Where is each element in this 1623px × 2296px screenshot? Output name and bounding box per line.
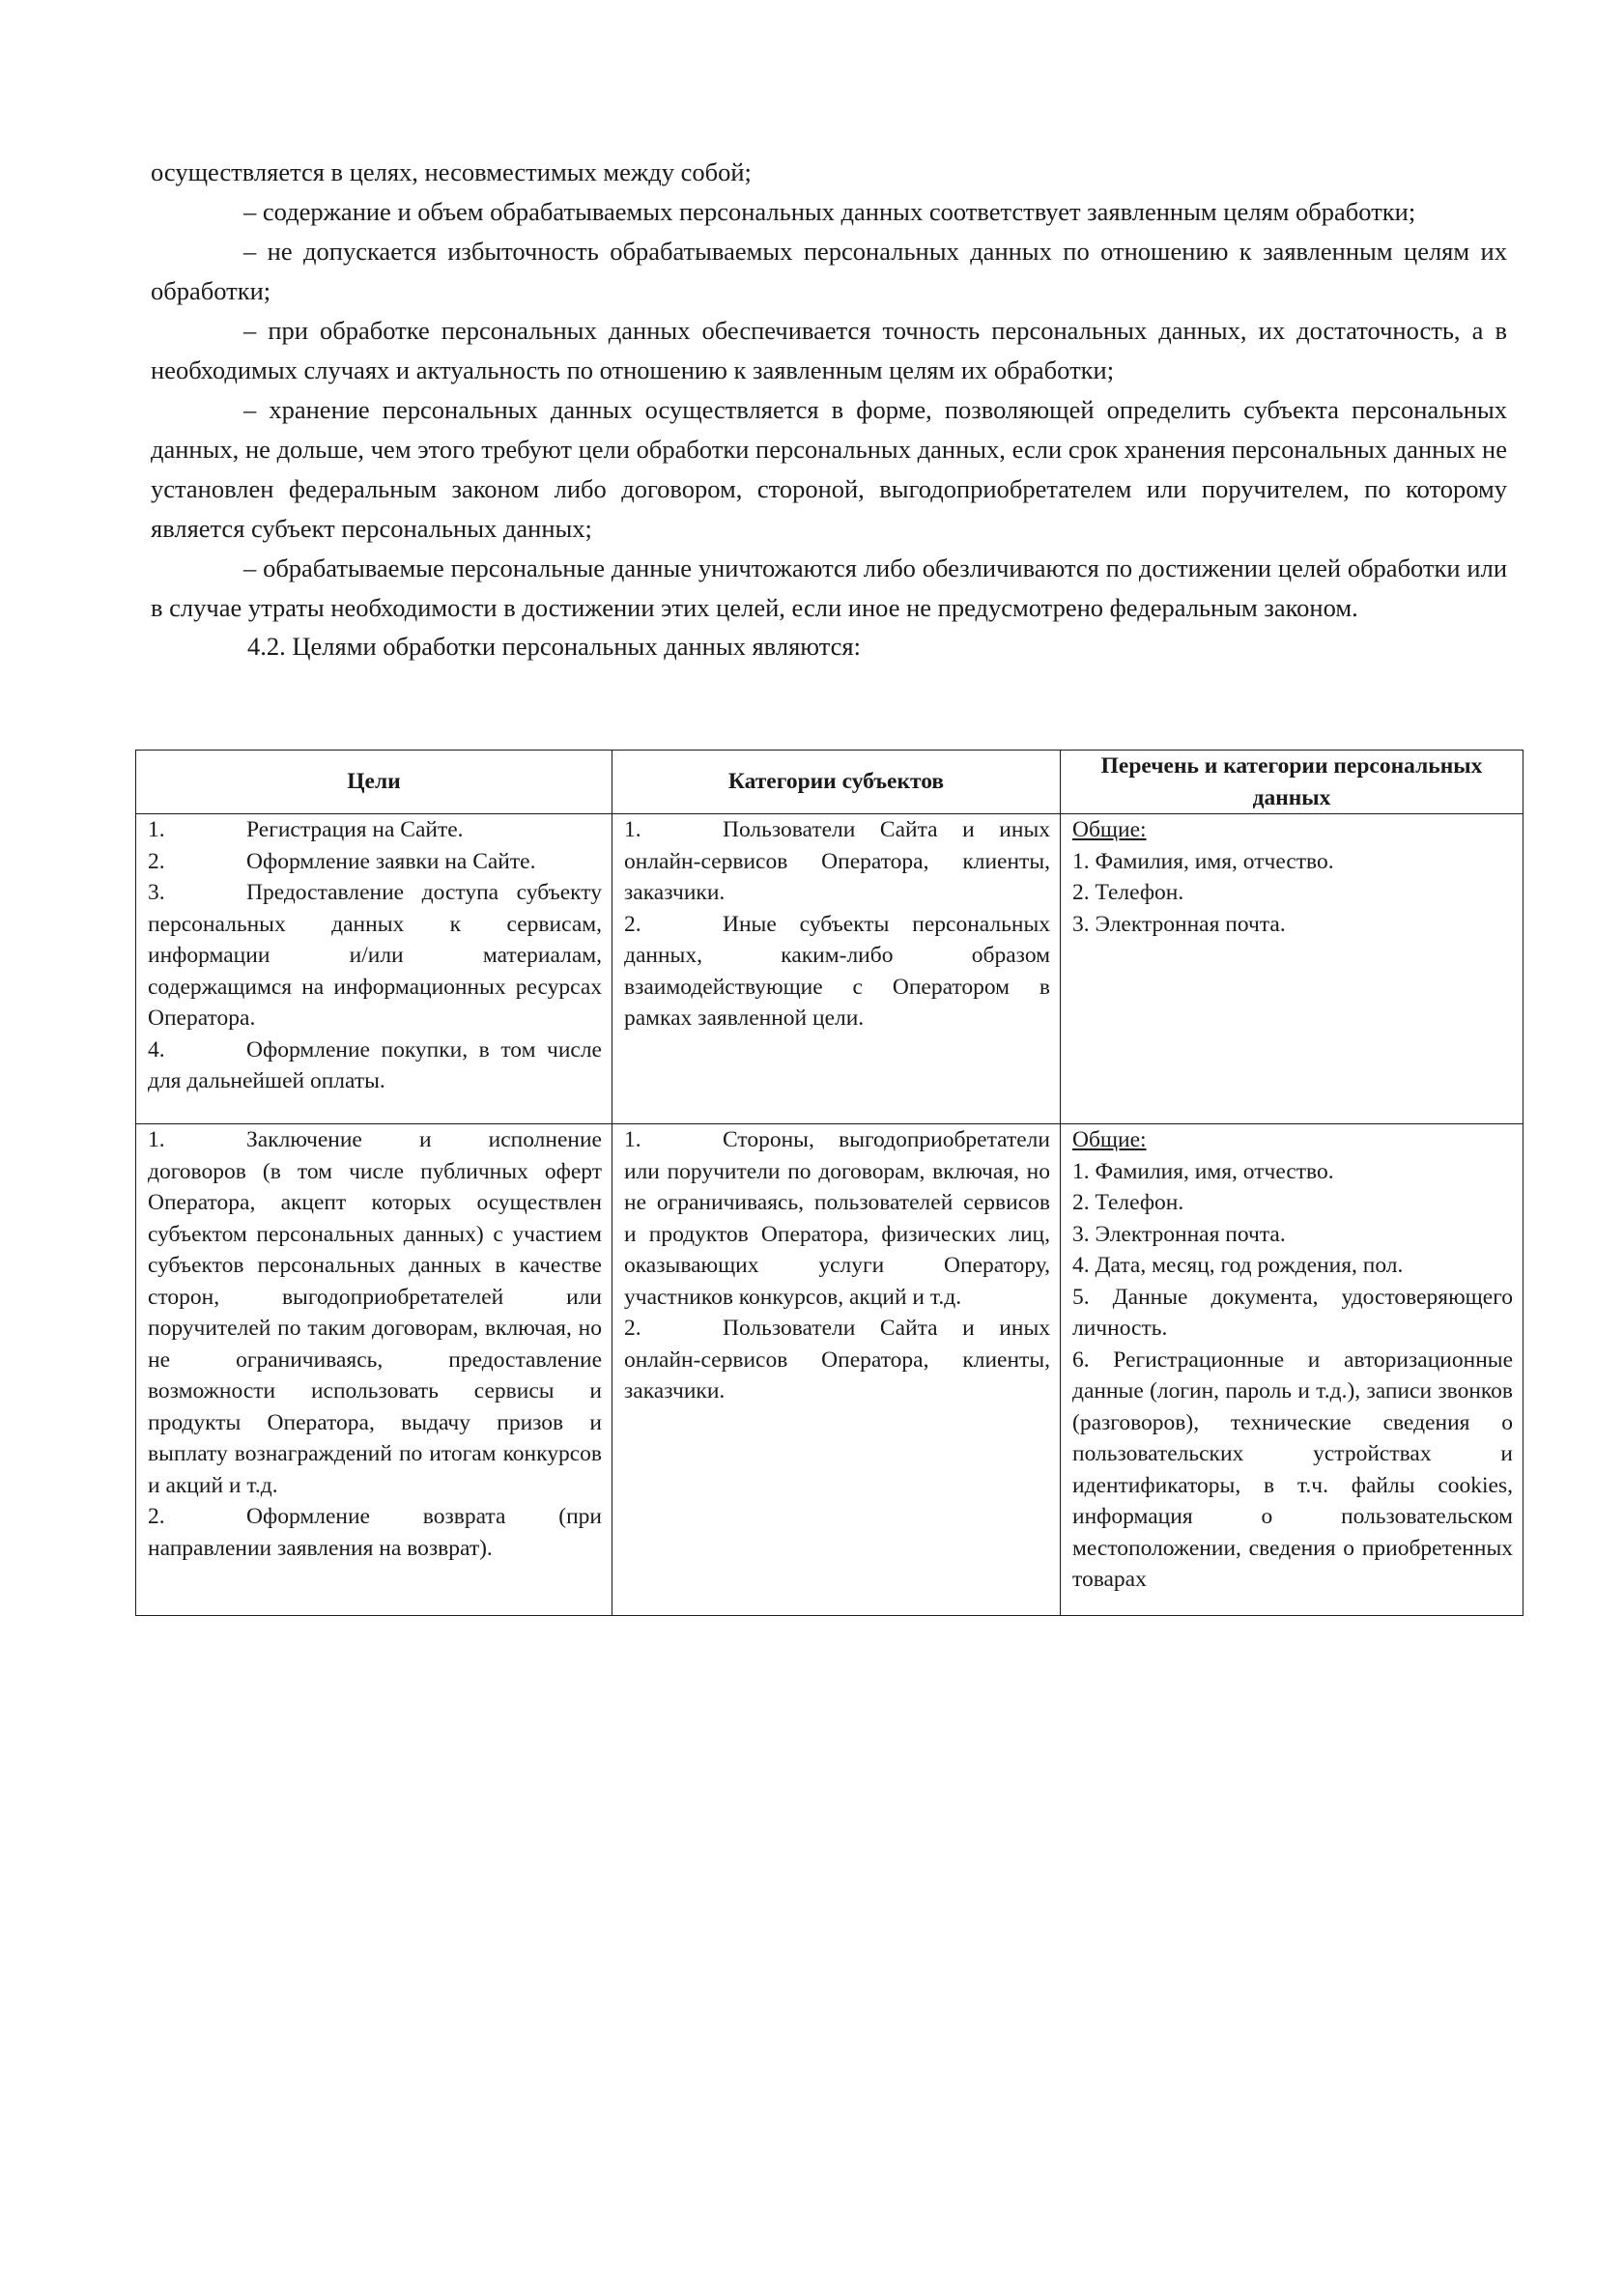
goal-item: 2. Оформление возврата (при направлении заявления на возврат). [148, 1504, 602, 1561]
subjects-cell [612, 1124, 1061, 1616]
goals-cell [136, 814, 612, 1124]
data-item: 3. Электронная почта. [1072, 911, 1286, 937]
data-item: 6. Регистрационные и авторизационные данные (логин, пароль и т.д.), записи звонков (разговоров), технические сведения о пользовательских устройствах и идентификаторы, в т.ч. файлы cookies, информация о пользовательском местоположении, сведения о приобретенных товарах [1072, 1346, 1513, 1592]
goals-cell [136, 1124, 612, 1616]
subject-item: 1. Стороны, выгодоприобретатели или поручители по договорам, включая, но не ограничиваясь, пользователей сервисов и продуктов Оператора, физических лиц, оказывающих услуги Оператору, участников конкурсов, акций и т.д. [624, 1127, 1050, 1310]
goal-item: 1. Регистрация на Сайте. [148, 817, 464, 842]
data-item: 1. Фамилия, имя, отчество. [1072, 848, 1334, 874]
paragraph-storage: – хранение персональных данных осуществляется в форме, позволяющей определить субъекта персональных данных, не дольше, чем этого требуют цели обработки персональных данных, если срок хранения персональных данных не установлен федеральным законом либо договором, стороной, выгодоприобретателем или поручителем, по которому является субъект персональных данных; [151, 395, 1507, 543]
goal-item: 1. Заключение и исполнение договоров (в том числе публичных оферт Оператора, акцепт которых осуществлен субъектом персональных данных) с участием субъектов персональных данных в качестве сторон, выгодоприобретателей или поручителей по таким договорам, включая, но не ограничиваясь, предоставление возможности использовать сервисы и продукты Оператора, выдачу призов и выплату вознаграждений по итогам конкурсов и акций и т.д. [148, 1127, 602, 1498]
paragraph-content-volume: – содержание и объем обрабатываемых персональных данных соответствует заявленным целям обработки; [243, 197, 1416, 226]
data-item: 4. Дата, месяц, год рождения, пол. [1072, 1253, 1404, 1278]
paragraph-continuation: осуществляется в целях, несовместимых между собой; [151, 157, 752, 186]
section-heading: 4.2. Целями обработки персональных данных являются: [247, 632, 861, 661]
data-item: 5. Данные документа, удостоверяющего личность. [1072, 1284, 1513, 1341]
data-categories-cell [1061, 814, 1523, 1124]
header-subjects: Категории субъектов [612, 751, 1061, 814]
subjects-cell [612, 814, 1061, 1124]
paragraph-destruction: – обрабатываемые персональные данные уничтожаются либо обезличиваются по достижении целей обработки или в случае утраты необходимости в достижении этих целей, если иное не предусмотрено федеральным законом. [151, 553, 1507, 622]
category-label: Общие: [1072, 1127, 1147, 1152]
purposes-table [135, 750, 1523, 1616]
table-row [136, 1124, 1523, 1616]
data-item: 2. Телефон. [1072, 1190, 1184, 1215]
header-goals: Цели [136, 751, 612, 814]
category-label: Общие: [1072, 817, 1147, 842]
data-item: 2. Телефон. [1072, 880, 1184, 905]
data-categories-cell [1061, 1124, 1523, 1616]
document-body [151, 153, 1507, 666]
data-item: 3. Электронная почта. [1072, 1221, 1286, 1247]
goal-item: 3. Предоставление доступа субъекту персональных данных к сервисам, информации и/или материалам, содержащимся на информационных ресурсах Оператора. [148, 880, 602, 1031]
table-header-row [136, 751, 1523, 814]
table-row [136, 814, 1523, 1124]
goal-item: 2. Оформление заявки на Сайте. [148, 848, 536, 874]
subject-item: 2. Иные субъекты персональных данных, каким-либо образом взаимодействующие с Оператором в рамках заявленной цели. [624, 911, 1050, 1031]
subject-item: 2. Пользователи Сайта и иных онлайн-сервисов Оператора, клиенты, заказчики. [624, 1316, 1050, 1403]
header-data-categories: Перечень и категории персональных данных [1061, 751, 1523, 814]
subject-item: 1. Пользователи Сайта и иных онлайн-сервисов Оператора, клиенты, заказчики. [624, 817, 1050, 905]
data-item: 1. Фамилия, имя, отчество. [1072, 1158, 1334, 1184]
paragraph-no-excess: – не допускается избыточность обрабатываемых персональных данных по отношению к заявленным целям их обработки; [151, 237, 1507, 305]
goal-item: 4. Оформление покупки, в том числе для дальнейшей оплаты. [148, 1036, 602, 1093]
paragraph-accuracy: – при обработке персональных данных обеспечивается точность персональных данных, их достаточность, а в необходимых случаях и актуальность по отношению к заявленным целям их обработки; [151, 316, 1507, 384]
